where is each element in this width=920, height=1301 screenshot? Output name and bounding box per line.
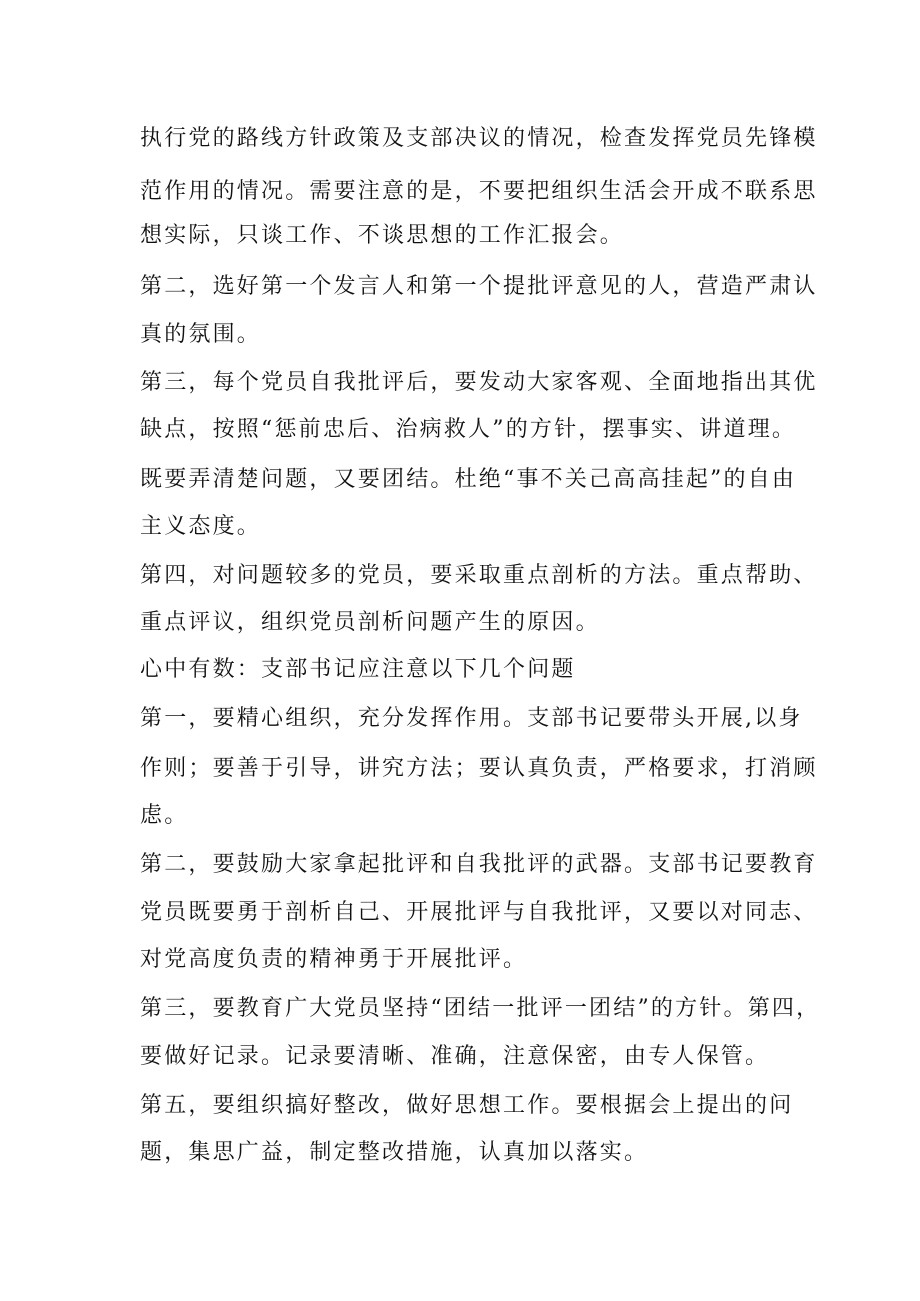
text-line: 第三，要教育广大党员坚持“团结一批评一团结”的方针。第四， (140, 996, 821, 1021)
text-line: 党员既要勇于剖析自己、开展批评与自我批评，又要以对同志、 (140, 900, 818, 925)
text-line: 范作用的情况。需要注意的是，不要把组织生活会开成不联系思 (140, 179, 818, 204)
text-line: 虑。 (140, 803, 189, 828)
text-line: 第一，要精心组织，充分发挥作用。支部书记要带头开展,以身 (140, 706, 803, 731)
text-line: 题，集思广益，制定整改措施，认真加以落实。 (140, 1140, 649, 1165)
text-line: 既要弄清楚问题，又要团结。杜绝“事不关己高高挂起”的自由 (140, 467, 797, 492)
text-line: 第二，选好第一个发言人和第一个提批评意见的人，营造严肃认 (140, 274, 818, 299)
text-line: 第二，要鼓励大家拿起批评和自我批评的武器。支部书记要教育 (140, 852, 818, 877)
section-heading: 心中有数：支部书记应注意以下几个问题 (140, 657, 576, 682)
text-line: 重点评议，组织党员剖析问题产生的原因。 (140, 610, 600, 635)
text-line: 对党高度负责的精神勇于开展批评。 (140, 947, 528, 972)
text-line: 作则；要善于引导，讲究方法；要认真负责，严格要求，打消顾 (140, 756, 818, 781)
text-line: 第三，每个党员自我批评后，要发动大家客观、全面地指出其优 (140, 370, 818, 395)
text-line: 第五，要组织搞好整改，做好思想工作。要根据会上提出的问 (140, 1093, 794, 1118)
text-line: 真的氛围。 (140, 322, 262, 347)
text-line: 第四，对问题较多的党员，要采取重点剖析的方法。重点帮助、 (140, 563, 818, 588)
text-line: 主义态度。 (140, 514, 262, 539)
text-line: 缺点，按照“惩前忠后、治病救人”的方针，摆事实、讲道理。 (140, 417, 797, 442)
text-line: 执行党的路线方针政策及支部决议的情况，检查发挥党员先锋模 (140, 126, 818, 151)
text-line: 想实际，只谈工作、不谈思想的工作汇报会。 (140, 223, 625, 248)
text-line: 要做好记录。记录要清晰、准确，注意保密，由专人保管。 (140, 1044, 770, 1069)
